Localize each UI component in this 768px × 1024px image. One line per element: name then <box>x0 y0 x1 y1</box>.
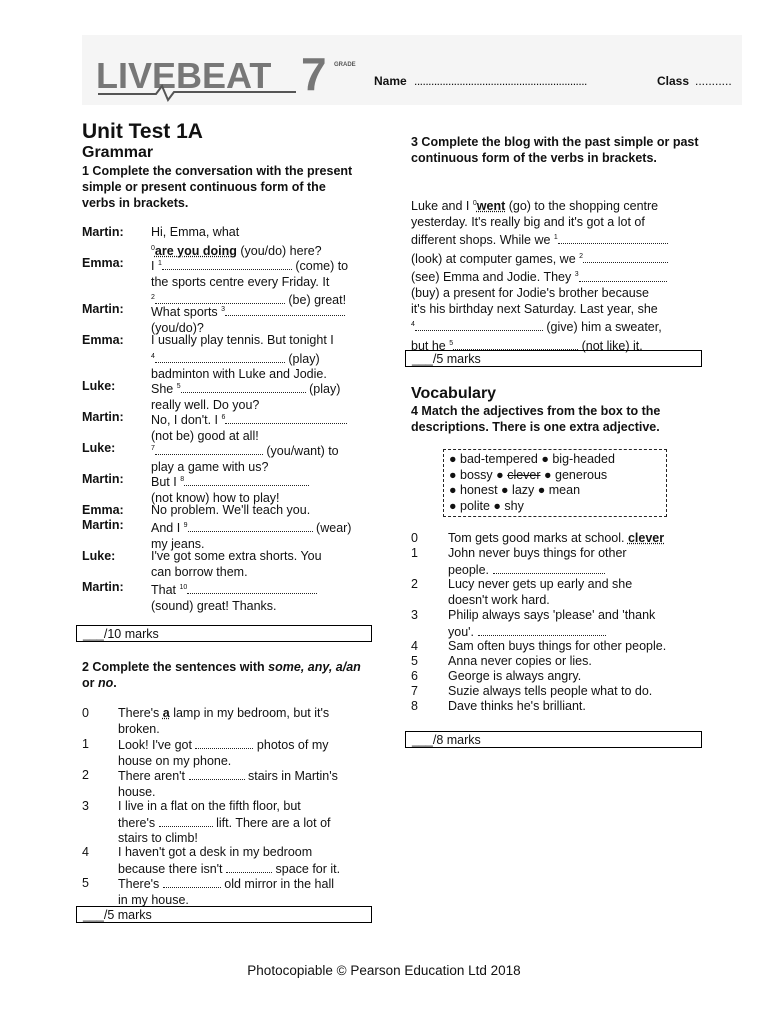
item-number: 7 <box>411 684 418 698</box>
answer-blank[interactable] <box>162 258 292 270</box>
ex4-marks-box[interactable]: ___/8 marks <box>405 731 702 748</box>
answer-blank[interactable] <box>558 232 668 244</box>
speaker: Martin: <box>82 302 124 316</box>
item-number: 4 <box>82 845 89 859</box>
speaker: Martin: <box>82 472 124 486</box>
item-number: 3 <box>411 608 418 622</box>
answer-blank[interactable] <box>226 861 272 873</box>
list-item: I live in a flat on the fifth floor, but there's lift. There are a lot of stairs to climb! <box>118 799 331 845</box>
page-title: Unit Test 1A <box>82 120 203 143</box>
item-number: 2 <box>82 768 89 782</box>
list-item: I haven't got a desk in my bedroom because there isn't space for it. <box>118 845 341 876</box>
dialogue-line: No, I don't. I $^6$ (not be) good at all! <box>151 410 371 444</box>
answer-blank[interactable] <box>155 351 285 363</box>
example-answer: a <box>162 706 170 720</box>
list-item: Philip always says 'please' and 'thank you'. <box>448 608 656 639</box>
dialogue-line: But I $^8$ (not know) how to play! <box>151 472 371 506</box>
class-field[interactable]: ........... <box>695 74 732 88</box>
logo-text: LIVEBEAT <box>96 55 272 96</box>
class-label: Class <box>657 74 690 88</box>
list-item: There's a lamp in my bedroom, but it's broken. <box>118 706 330 736</box>
item-number: 0 <box>411 531 418 545</box>
list-item: Tom gets good marks at school. clever <box>448 531 665 545</box>
name-label: Name <box>374 74 407 88</box>
name-field[interactable]: ............................................................. <box>414 74 587 88</box>
example-answer: clever <box>627 531 665 545</box>
answer-blank[interactable] <box>188 520 313 532</box>
list-item: Lucy never gets up early and she doesn't work hard. <box>448 577 633 607</box>
example-answer: went <box>476 199 506 214</box>
ex3-marks-box[interactable]: ___/5 marks <box>405 350 702 367</box>
ex2-instructions: 2 Complete the sentences with some, any, a/an or no. <box>82 660 361 690</box>
ex3-instructions: 3 Complete the blog with the past simple or past continuous form of the verbs in brackets. <box>411 135 699 165</box>
logo-grade-label: GRADE <box>334 62 356 68</box>
dialogue-line: What sports $^3$ (you/do)? <box>151 302 371 336</box>
ex1-marks-box[interactable]: ___/10 marks <box>76 625 372 642</box>
answer-blank[interactable] <box>184 474 309 486</box>
list-item: Dave thinks he's brilliant. <box>448 699 586 713</box>
crossed-out-adjective: clever <box>507 467 541 482</box>
answer-blank[interactable] <box>493 562 605 574</box>
adjective-list: ● bad-tempered ● big-headed ● bossy ● clever ● generous ● honest ● lazy ● mean ● polite ● shy <box>449 452 615 513</box>
item-number: 2 <box>411 577 418 591</box>
speaker: Martin: <box>82 410 124 424</box>
item-number: 0 <box>82 706 89 720</box>
ex1-instructions: 1 Complete the conversation with the present simple or present continuous form of the verbs in brackets. <box>82 164 353 210</box>
answer-blank[interactable] <box>187 582 317 594</box>
list-item: Anna never copies or lies. <box>448 654 592 668</box>
dialogue-line: Hi, Emma, what $^0$are you doing (you/do) here? <box>151 225 322 258</box>
blog-text: Luke and I $^0$went (go) to the shopping centre yesterday. It's really big and it's got a lot of different shops. While we $^1$ (look) at computer games, we $^2$ (see) Emma and Jodie. They $^3$ (buy) a present for Jodie's brother because it's his birthday next Saturday. Last year, she $^4$ (give) him a sweater, but he $^5$ (not like) it. <box>411 196 711 354</box>
answer-blank[interactable] <box>579 270 667 282</box>
dialogue-line: That $^{10}$ (sound) great! Thanks. <box>151 580 371 614</box>
dialogue-line: She $^5$ (play) really well. Do you? <box>151 382 341 412</box>
answer-blank[interactable] <box>453 338 578 350</box>
dialogue-line: $^7$ (you/want) to play a game with us? <box>151 444 339 474</box>
item-number: 3 <box>82 799 89 813</box>
answer-blank[interactable] <box>415 319 543 331</box>
logo-grade-number: 7 <box>301 48 327 100</box>
speaker: Martin: <box>82 225 124 239</box>
answer-blank[interactable] <box>195 737 253 749</box>
list-item: There's old mirror in the hall in my house. <box>118 877 335 907</box>
dialogue-line: I $^1$ (come) to the sports centre every Friday. It $^2$ (be) great! <box>151 259 349 308</box>
speaker: Emma: <box>82 333 124 347</box>
speaker: Martin: <box>82 580 124 594</box>
dialogue-line: I usually play tennis. But tonight I $^4$ (play) badminton with Luke and Jodie. <box>151 333 334 382</box>
item-number: 5 <box>82 876 89 890</box>
example-answer: are you doing <box>154 243 237 258</box>
answer-blank[interactable] <box>155 443 263 455</box>
list-item: There aren't stairs in Martin's house. <box>118 769 338 799</box>
answer-blank[interactable] <box>163 876 221 888</box>
grammar-heading: Grammar <box>82 144 154 161</box>
list-item: John never buys things for other people. <box>448 546 627 577</box>
ex2-marks-box[interactable]: ___/5 marks <box>76 906 372 923</box>
item-number: 6 <box>411 669 418 683</box>
answer-blank[interactable] <box>225 304 345 316</box>
item-number: 1 <box>411 546 418 560</box>
answer-blank[interactable] <box>159 815 213 827</box>
vocabulary-heading: Vocabulary <box>411 385 497 402</box>
ex4-instructions: 4 Match the adjectives from the box to the descriptions. There is one extra adjective. <box>411 404 661 434</box>
answer-blank[interactable] <box>478 624 606 636</box>
dialogue-line: No problem. We'll teach you. <box>151 503 311 517</box>
logo-graphic <box>96 48 356 102</box>
dialogue-line: I've got some extra shorts. You can borrow them. <box>151 549 322 579</box>
speaker: Luke: <box>82 549 116 563</box>
item-number: 8 <box>411 699 418 713</box>
answer-blank[interactable] <box>583 251 668 263</box>
speaker: Emma: <box>82 503 124 517</box>
answer-blank[interactable] <box>181 381 306 393</box>
item-number: 4 <box>411 639 418 653</box>
item-number: 1 <box>82 737 89 751</box>
dialogue-line: And I $^9$ (wear) my jeans. <box>151 521 352 551</box>
speaker: Emma: <box>82 256 124 270</box>
list-item: Look! I've got photos of my house on my phone. <box>118 738 329 768</box>
speaker: Luke: <box>82 379 116 393</box>
list-item: Suzie always tells people what to do. <box>448 684 653 698</box>
list-item: Sam often buys things for other people. <box>448 639 667 653</box>
speaker: Luke: <box>82 441 116 455</box>
footer-copyright: Photocopiable © Pearson Education Ltd 2018 <box>247 963 521 978</box>
livebeat-logo <box>96 48 356 107</box>
item-number: 5 <box>411 654 418 668</box>
answer-blank[interactable] <box>225 412 347 424</box>
list-item: George is always angry. <box>448 669 582 683</box>
speaker: Martin: <box>82 518 124 532</box>
answer-blank[interactable] <box>189 768 245 780</box>
